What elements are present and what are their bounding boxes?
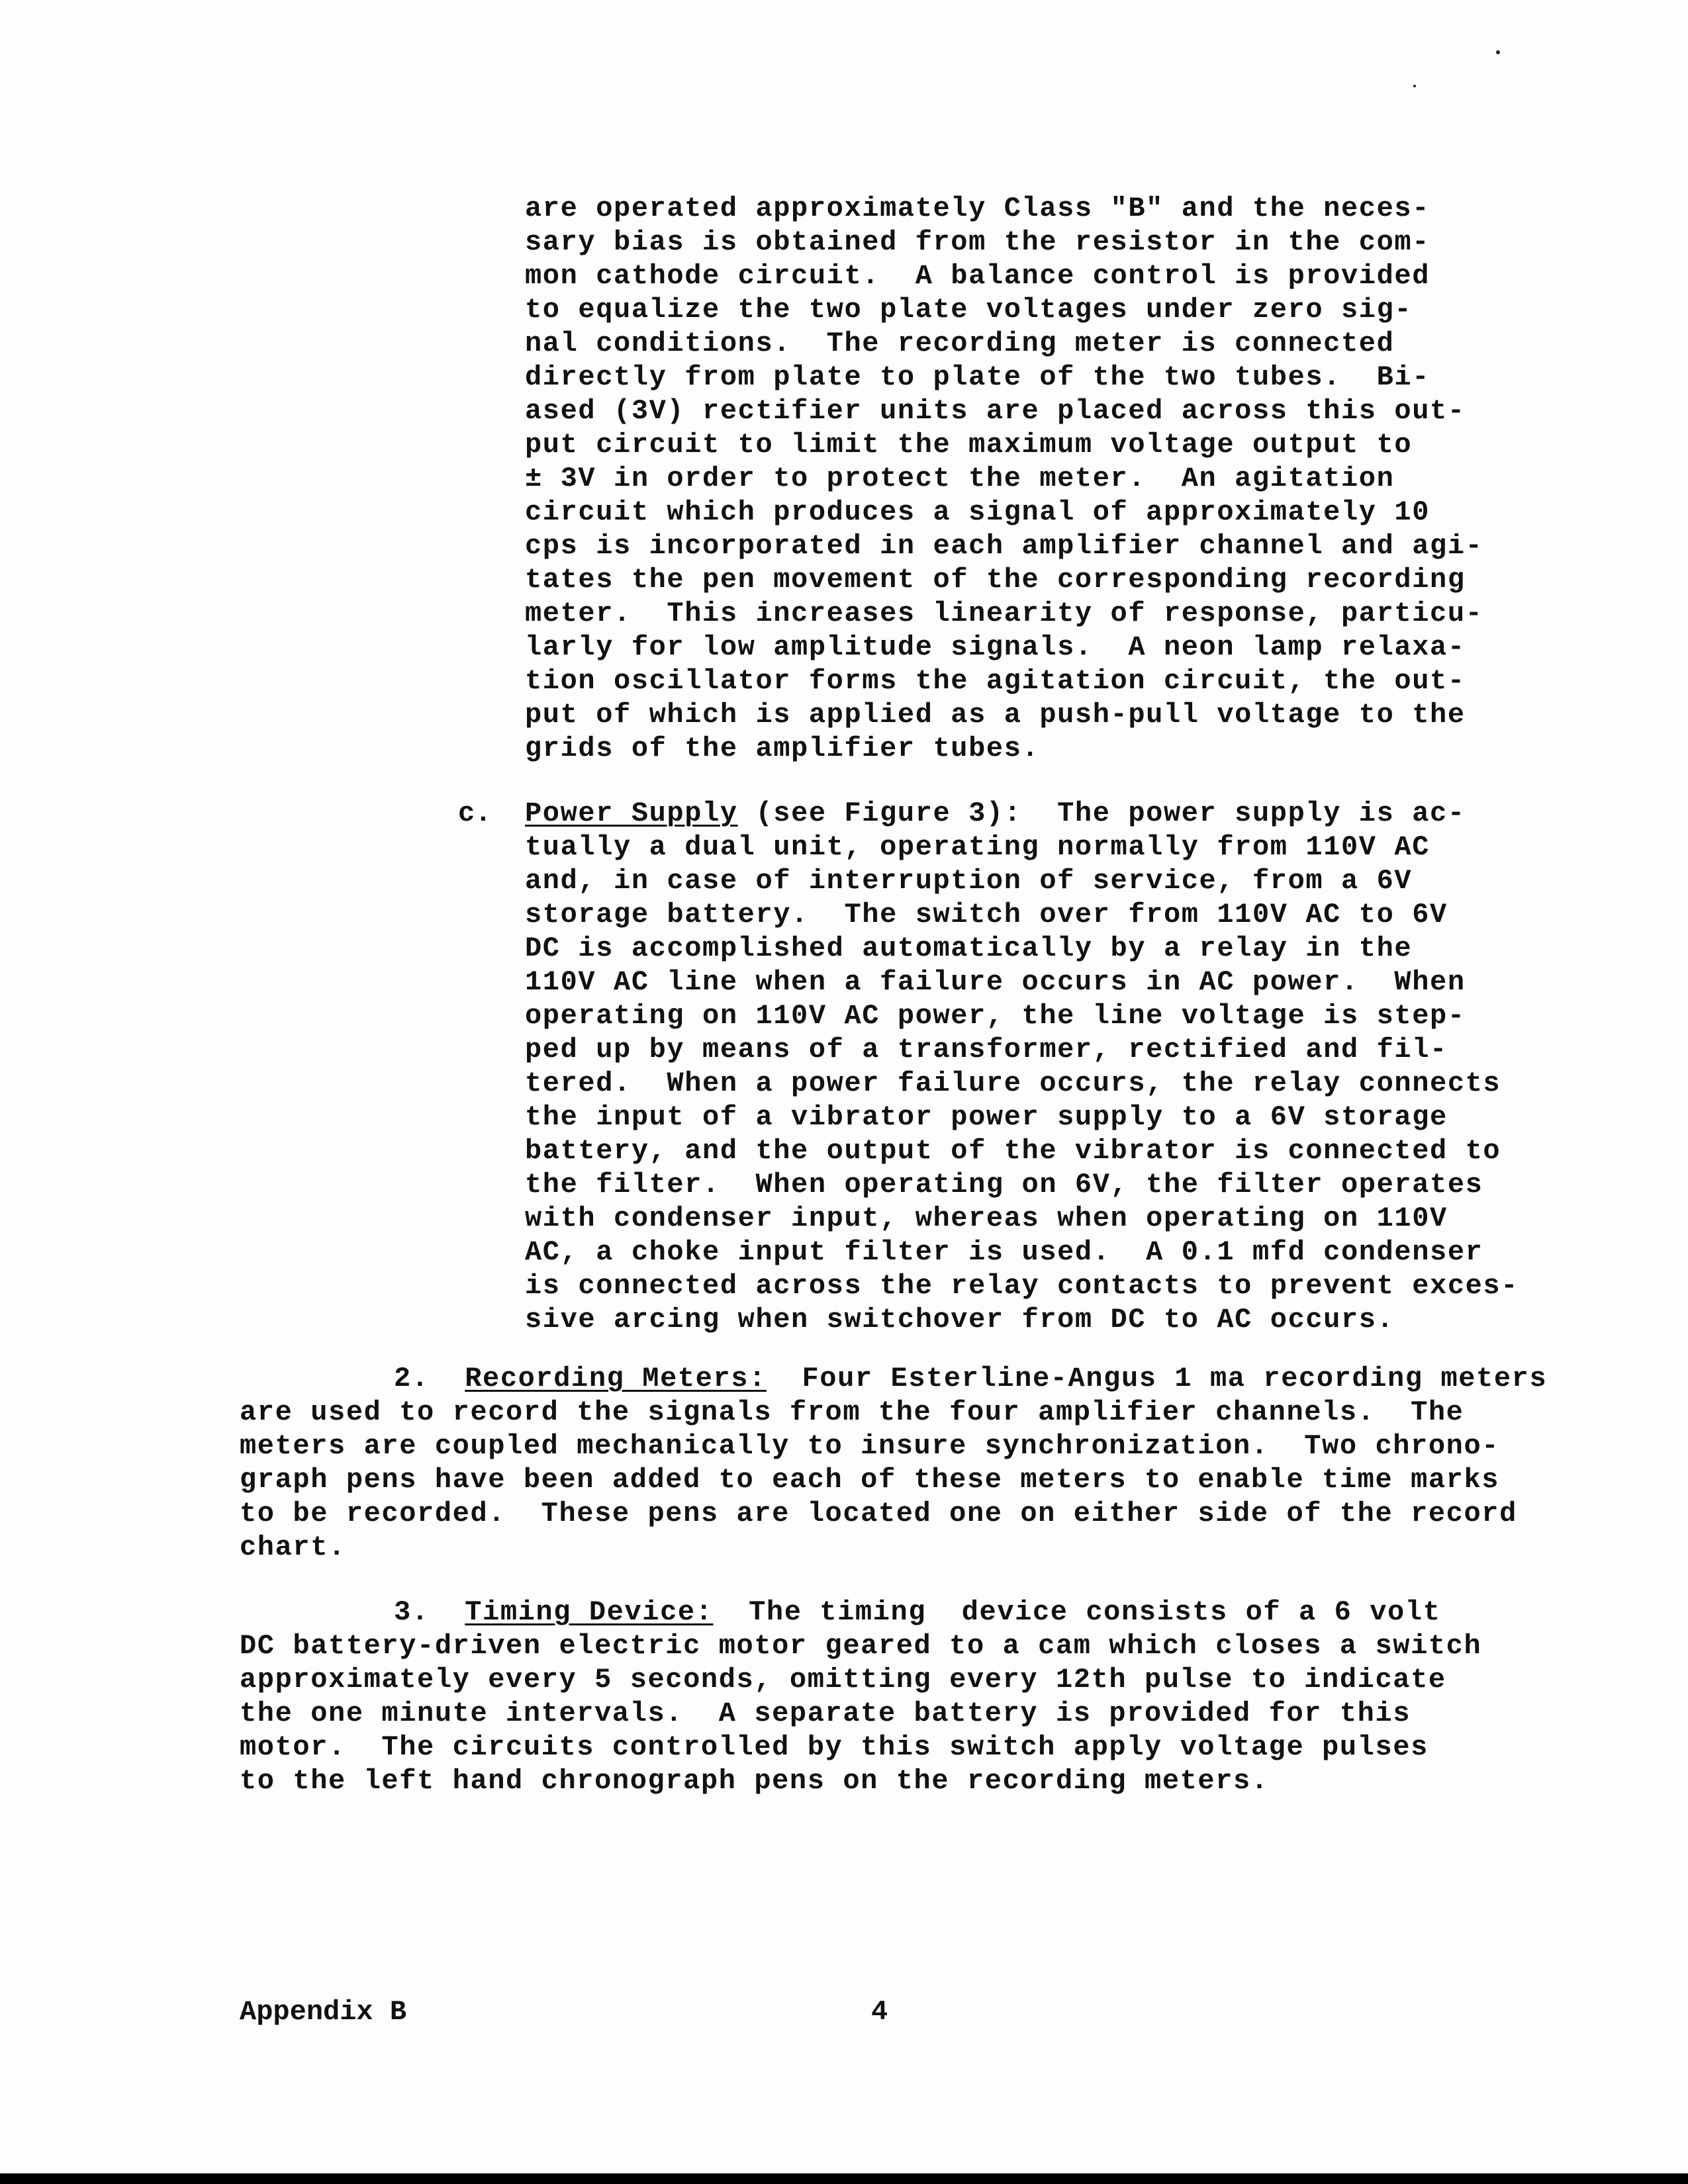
text-line: are used to record the signals from the four amplifier channels. The xyxy=(240,1396,1464,1428)
text-line: directly from plate to plate of the two tubes. Bi- xyxy=(525,361,1430,393)
text-line: to the left hand chronograph pens on the recording meters. xyxy=(240,1765,1269,1797)
text-line: put of which is applied as a push-pull voltage to the xyxy=(525,699,1466,731)
section-c-marker: c. xyxy=(458,797,492,829)
item-3-first-line-text: The timing device consists of a 6 volt xyxy=(713,1596,1441,1628)
text-line: the one minute intervals. A separate battery is provided for this xyxy=(240,1698,1411,1729)
text-line: to be recorded. These pens are located one on either side of the record xyxy=(240,1498,1517,1529)
text-line: larly for low amplitude signals. A neon lamp relaxa- xyxy=(525,631,1466,663)
text-line: sive arcing when switchover from DC to AC occurs. xyxy=(525,1304,1395,1336)
text-line: graph pens have been added to each of these meters to enable time marks xyxy=(240,1464,1500,1496)
item-3-first-line xyxy=(240,1596,1481,1629)
text-line: meter. This increases linearity of response, particu- xyxy=(525,598,1483,629)
text-line: are operated approximately Class "B" and the neces- xyxy=(525,193,1430,224)
text-line: the input of a vibrator power supply to a 6V storage xyxy=(525,1101,1448,1133)
item-3-heading: Timing Device: xyxy=(465,1596,714,1628)
section-c-heading: Power Supply xyxy=(525,797,738,829)
section-c-power-supply xyxy=(525,797,1519,1337)
scan-border xyxy=(0,2173,1688,2184)
text-line: approximately every 5 seconds, omitting every 12th pulse to indicate xyxy=(240,1664,1446,1696)
text-line: and, in case of interruption of service, from a 6V xyxy=(525,865,1413,897)
text-line: operating on 110V AC power, the line voltage is step- xyxy=(525,1000,1466,1032)
section-c-first-line-text: (see Figure 3): The power supply is ac- xyxy=(737,797,1466,829)
scan-speck xyxy=(1496,50,1500,54)
text-line: nal conditions. The recording meter is connected xyxy=(525,328,1395,359)
text-line: grids of the amplifier tubes. xyxy=(525,733,1040,764)
text-line: chart. xyxy=(240,1531,346,1563)
text-line: ased (3V) rectifier units are placed across this out- xyxy=(525,395,1466,427)
text-line: ped up by means of a transformer, rectified and fil- xyxy=(525,1034,1448,1066)
text-line: is connected across the relay contacts to prevent exces- xyxy=(525,1270,1519,1302)
text-line: sary bias is obtained from the resistor in the com- xyxy=(525,226,1430,258)
section-c-first-line xyxy=(525,797,1519,831)
item-2-first-line-text: Four Esterline-Angus 1 ma recording meters xyxy=(766,1363,1548,1394)
text-line: with condenser input, whereas when operating on 110V xyxy=(525,1203,1448,1234)
text-line: the filter. When operating on 6V, the filter operates xyxy=(525,1169,1483,1201)
item-2-heading: Recording Meters: xyxy=(465,1363,767,1394)
text-line: DC is accomplished automatically by a relay in the xyxy=(525,933,1413,964)
item-2-first-line xyxy=(240,1362,1547,1396)
text-line: tered. When a power failure occurs, the relay connects xyxy=(525,1068,1501,1099)
text-line: battery, and the output of the vibrator is connected to xyxy=(525,1135,1501,1167)
text-line: mon cathode circuit. A balance control is provided xyxy=(525,260,1430,292)
item-2-recording-meters xyxy=(240,1362,1547,1565)
text-line: AC, a choke input filter is used. A 0.1 mfd condenser xyxy=(525,1236,1483,1268)
text-line: circuit which produces a signal of approximately 10 xyxy=(525,496,1430,528)
text-line: 110V AC line when a failure occurs in AC power. When xyxy=(525,966,1466,998)
item-3-timing-device xyxy=(240,1596,1481,1798)
text-line: storage battery. The switch over from 110V AC to 6V xyxy=(525,899,1448,931)
page-number: 4 xyxy=(871,1996,888,2028)
item-3-marker: 3. xyxy=(394,1596,430,1628)
text-line: to equalize the two plate voltages under zero sig- xyxy=(525,294,1413,326)
text-line: motor. The circuits controlled by this switch apply voltage pulses xyxy=(240,1731,1429,1763)
text-line: tates the pen movement of the corresponding recording xyxy=(525,564,1466,596)
text-line: tually a dual unit, operating normally from 110V AC xyxy=(525,831,1430,863)
footer-label: Appendix B xyxy=(240,1996,407,2028)
text-line: tion oscillator forms the agitation circuit, the out- xyxy=(525,665,1466,697)
text-line: put circuit to limit the maximum voltage output to xyxy=(525,429,1413,461)
text-line: ± 3V in order to protect the meter. An agitation xyxy=(525,463,1395,494)
text-line: meters are coupled mechanically to insure synchronization. Two chrono- xyxy=(240,1430,1500,1462)
text-line: DC battery-driven electric motor geared to a cam which closes a switch xyxy=(240,1630,1482,1662)
text-line: cps is incorporated in each amplifier channel and agi- xyxy=(525,530,1483,562)
scan-speck xyxy=(1413,85,1416,87)
item-2-marker: 2. xyxy=(394,1363,430,1394)
section-b-continued xyxy=(525,192,1483,766)
